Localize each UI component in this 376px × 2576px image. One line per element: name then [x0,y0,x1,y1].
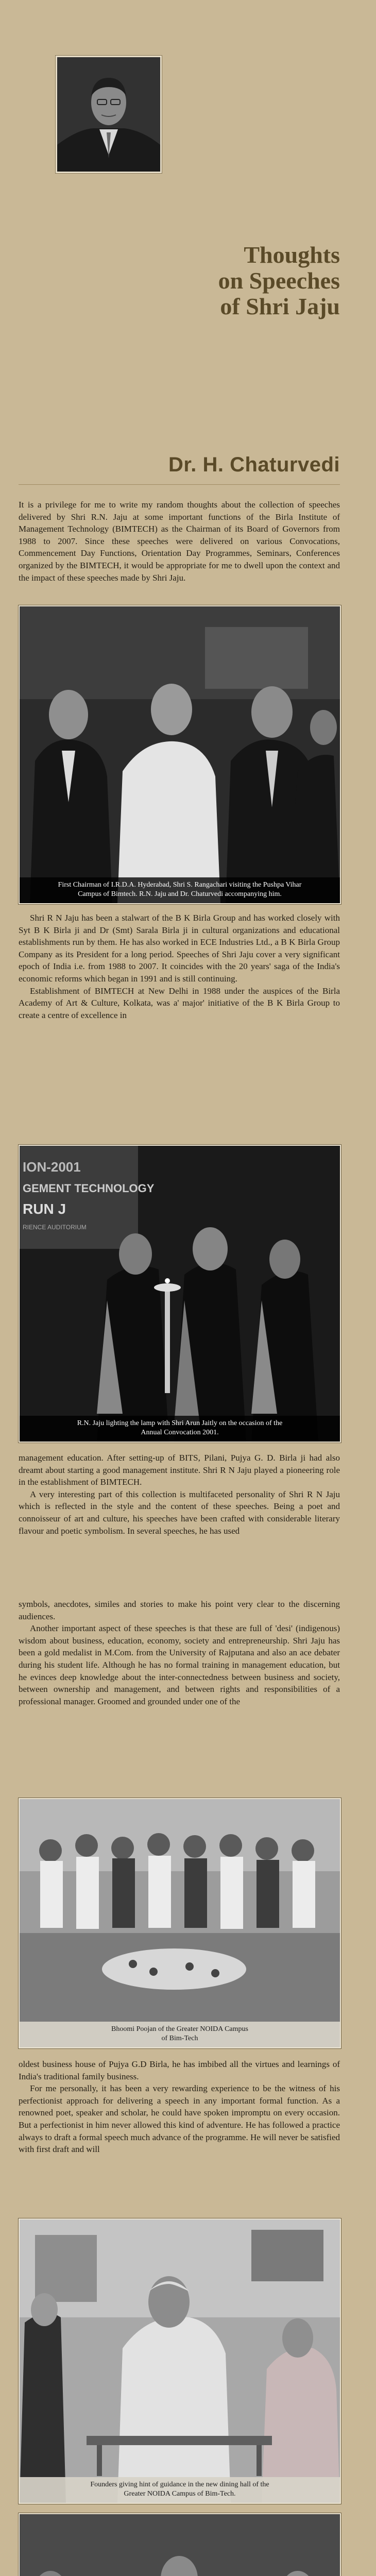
photo-image [20,2514,340,2576]
paragraph: For me personally, it has been a very rewarding experience to be the witness of his perfectionist approach for delivering a speech in any important formal function. As a renowned poet, speaker and scholar, he could have spoken impromptu on every occasion. But a perfectionist in him never allowed this kind of adventure. He has followed a practice always to draft a formal speech much advance of the programme. He will never be satisfied with first draft and will [19,2083,340,2155]
banner-text: RUN J [23,1201,66,1217]
paragraph: Establishment of BIMTECH at New Delhi in 1988 under the auspices of the Birla Academy of Art & Culture, Kolkata, was a' major' initiative of the B K Birla Group to create a centre of excellence in [19,986,340,1020]
paragraph: Shri R N Jaju has been a stalwart of the B K Birla Group and has worked closely with Syt B K Birla ji and Dr (Smt) Sarala Birla ji in cultural organizations and educational establishments run by them. He has also worked in ECE Industries Ltd., a B K Birla Group Company as its President for a long period. Speeches of Shri Jaju cover a very significant epoch of India i.e. from 1988 to 2007. It coincides with the 20 years' saga of the India's economic reforms which began in 1991 and is still continuing. [19,913,340,984]
banner-text: ION-2001 [23,1159,81,1175]
author-name: Dr. H. Chaturvedi [168,453,340,476]
title-line: on Speeches [218,267,340,294]
divider [19,484,340,485]
photo-caption [20,877,340,903]
paragraph: Another important aspect of these speeches is that these are full of 'desi' (indigenous) wisdom about business, education, economy, society and entrepreneurship. Shri Jaju has been a gold medalist in M.Com. from the University of Rajputana and also an ace debater during his student life. Although he has no formal training in management education, but he evinces deep knowledge about the inter-connectedness between business and society, between ownership and management, and between rights and responsibilities of a professional manager. Groomed and grounded under one of the [19,1623,340,1706]
photo-lamp-lighting [19,1145,341,1443]
caption-line: R.N. Jaju lighting the lamp with Shri Arun Jaitly on the occasion of the [77,1419,283,1427]
author-portrait-photo [56,56,162,173]
banner-text: GEMENT TECHNOLOGY [23,1182,155,1195]
title-line: of Shri Jaju [220,293,340,319]
paragraph-block [19,1452,340,1537]
photo-caption [20,2477,340,2503]
paragraph: management education. After setting-up of BITS, Pilani, Pujya G. D. Birla ji had also dreamt about starting a good management institute. Shri R N Jaju played a pioneering role in the establishment of BIMTECH. [19,1453,340,1487]
photo-image [20,1799,340,2047]
title-line: Thoughts [244,242,340,268]
caption-line: Annual Convocation 2001. [141,1429,219,1436]
photo-bhoomi-poojan [19,1798,341,2048]
photo-rangachari-visit [19,605,341,904]
photo-caption [20,2022,340,2047]
paragraph-block [19,2058,340,2156]
portrait-image [57,57,160,172]
paragraph: oldest business house of Pujya G.D Birla, he has imbibed all the virtues and learnings of India's traditional family business. [19,2059,340,2081]
photo-image [20,2219,340,2503]
article-title [155,242,340,319]
banner-text: RIENCE AUDITORIUM [23,1224,87,1231]
caption-line: Greater NOIDA Campus of Bim-Tech. [124,2490,236,2498]
caption-line: Campus of Bimtech. R.N. Jaju and Dr. Chaturvedi accompanying him. [78,890,282,898]
photo-caption [20,1416,340,1442]
paragraph: A very interesting part of this collection is multifaceted personality of Shri R N Jaju which is reflected in the style and the content of these speeches. Being a poet and connoisseur of art and culture, his speeches have been crafted with considerable literary flavour and poetic symbolism. In several speeches, he has used [19,1489,340,1536]
photo-image [20,606,340,903]
paragraph: It is a privilege for me to write my random thoughts about the collection of speeches delivered by Shri R.N. Jaju at some important functions of the Birla Institute of Management Technology (BIMTECH) as the Chairman of its Board of Governors from 1988 to 2007. Since these speeches were delivered on various Convocations, Commencement Day Functions, Orientation Day Programmes, Seminars, Conferences organized by the BIMTECH, it would be appropriate for me to dwell upon the context and the impact of these speeches made by Shri Jaju. [19,500,340,583]
caption-line: Founders giving hint of guidance in the new dining hall of the [90,2481,269,2488]
caption-line: of Bim-Tech [161,2035,198,2042]
paragraph-block [19,1598,340,1707]
photo-dining-hall [19,2218,341,2504]
caption-line: Bhoomi Poojan of the Greater NOIDA Campus [111,2025,248,2033]
photo-image [20,1146,340,1442]
photo-campus-seminar [19,2513,341,2576]
paragraph-block [19,499,340,584]
paragraph-block [19,912,340,1021]
paragraph: symbols, anecdotes, similes and stories to make his point very clear to the discerning audiences. [19,1599,340,1621]
caption-line: First Chairman of I.R.D.A. Hyderabad, Shri S. Rangachari visiting the Pushpa Vihar [58,881,302,889]
